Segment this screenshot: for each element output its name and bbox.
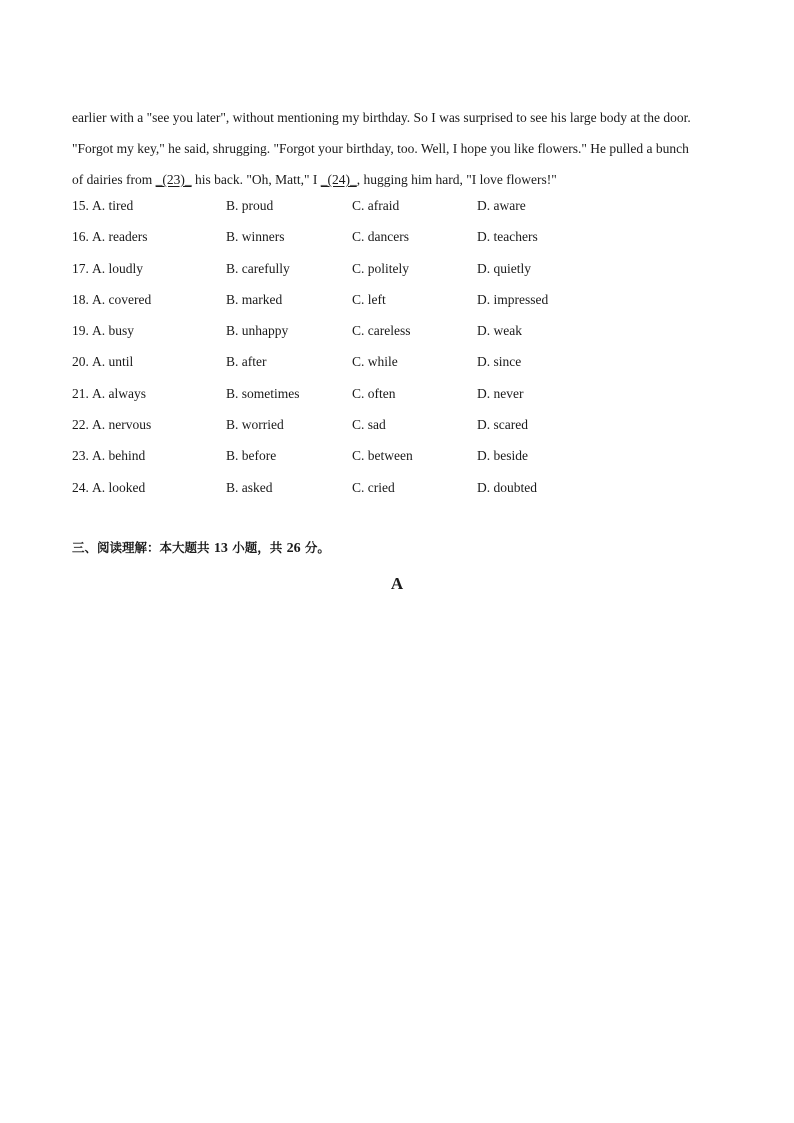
question-number: 17.: [72, 260, 89, 276]
option-a: A. until: [92, 354, 134, 370]
question-row: [72, 478, 732, 509]
option-a: A. nervous: [92, 417, 152, 433]
question-number: 15.: [72, 198, 89, 213]
option-b: B. proud: [226, 198, 274, 213]
option-a: A. behind: [92, 448, 146, 464]
option-b: B. before: [226, 448, 277, 464]
question-row: [72, 384, 732, 415]
section-score: 26: [286, 541, 301, 556]
option-b: B. winners: [226, 229, 285, 245]
cloze-passage: [72, 102, 732, 195]
question-number: 22.: [72, 417, 89, 433]
question-number: 20.: [72, 354, 89, 370]
option-d: D. beside: [477, 448, 528, 464]
section-heading-prefix: 三、阅读理解：本大题共: [72, 540, 214, 555]
section-heading-middle: 小题，共: [227, 540, 287, 555]
option-a: A. readers: [92, 229, 148, 245]
option-b: B. sometimes: [226, 385, 300, 401]
option-c: C. afraid: [352, 198, 400, 213]
passage-text: , hugging him hard, "I love flowers!": [356, 172, 557, 187]
question-row: [72, 259, 732, 290]
option-a: A. loudly: [92, 260, 144, 276]
option-d: D. doubted: [477, 479, 537, 495]
option-d: D. quietly: [477, 260, 531, 276]
option-c: C. often: [352, 385, 396, 401]
section-heading: [72, 538, 330, 557]
option-b: B. marked: [226, 291, 283, 307]
option-b: B. carefully: [226, 260, 290, 276]
question-number: 23.: [72, 448, 89, 464]
option-b: B. worried: [226, 417, 284, 433]
question-row: [72, 446, 732, 477]
question-row: [72, 196, 732, 227]
option-d: D. impressed: [477, 291, 549, 307]
option-a: A. busy: [92, 323, 135, 339]
option-c: C. left: [352, 291, 386, 307]
option-c: C. dancers: [352, 229, 409, 245]
question-number: 21.: [72, 385, 89, 401]
option-d: D. never: [477, 385, 524, 401]
option-b: B. after: [226, 354, 267, 370]
option-c: C. politely: [352, 260, 409, 276]
question-options: [72, 196, 732, 509]
section-question-count: 13: [213, 541, 228, 556]
question-number: 24.: [72, 479, 89, 495]
option-c: C. sad: [352, 417, 386, 433]
passage-text: of dairies from: [72, 172, 156, 187]
question-row: [72, 352, 732, 383]
option-c: C. between: [352, 448, 413, 464]
option-a: A. always: [92, 385, 146, 401]
option-b: B. asked: [226, 479, 273, 495]
question-row: [72, 415, 732, 446]
passage-label: A: [390, 574, 404, 593]
option-a: A. tired: [92, 198, 134, 213]
question-row: [72, 290, 732, 321]
passage-line: earlier with a "see you later", without mentioning my birthday. So I was surprised to see his large body at the door.: [72, 110, 691, 125]
option-b: B. unhappy: [226, 323, 289, 339]
option-d: D. teachers: [477, 229, 538, 245]
option-d: D. since: [477, 354, 522, 370]
option-d: D. aware: [477, 198, 526, 213]
section-heading-suffix: 分。: [300, 540, 330, 555]
option-c: C. careless: [352, 323, 411, 339]
option-c: C. while: [352, 354, 398, 370]
question-number: 16.: [72, 229, 89, 245]
blank-23: _(23)_: [155, 172, 192, 187]
option-a: A. covered: [92, 291, 152, 307]
question-row: [72, 321, 732, 352]
passage-line: "Forgot my key," he said, shrugging. "Forgot your birthday, too. Well, I hope you like flowers." He pulled a bunch: [72, 141, 689, 156]
question-number: 18.: [72, 291, 89, 307]
option-a: A. looked: [92, 479, 146, 495]
option-d: D. weak: [477, 323, 522, 339]
question-row: [72, 227, 732, 258]
passage-text: his back. "Oh, Matt," I: [191, 172, 321, 187]
question-number: 19.: [72, 323, 89, 339]
passage-line: [72, 164, 732, 195]
option-c: C. cried: [352, 479, 395, 495]
blank-24: _(24)_: [320, 172, 357, 187]
option-d: D. scared: [477, 417, 528, 433]
